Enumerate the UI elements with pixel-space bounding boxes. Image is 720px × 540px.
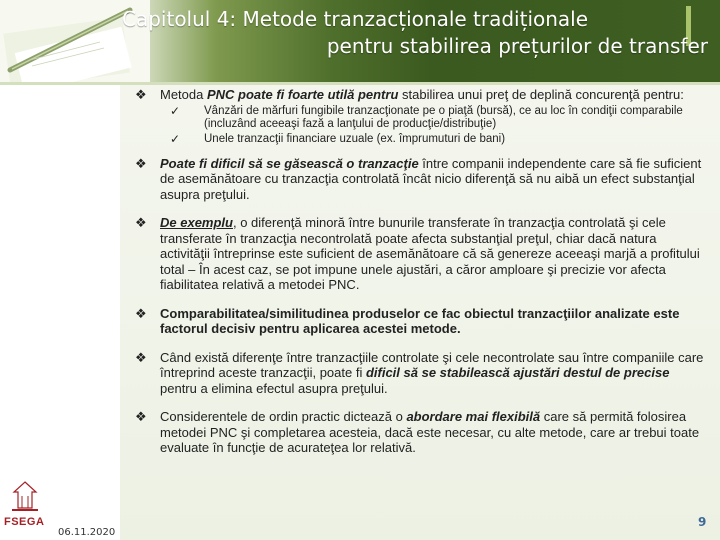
bullet-icon: ❖	[135, 215, 147, 230]
text-segment: între companii independente care să fie suficient de asemănătoare cu tranzacţia controlată încât nicio diferenţă să nu aibă un efect substanţial asupra preţului.	[160, 155, 702, 202]
text-segment: care să permită folosirea metodei PNC şi completarea acesteia, dacă este necesar, cu alte metode, care ar trebui toate evaluate în funcţie de acurateţea lor relativă.	[160, 409, 700, 455]
text-segment: Considerentele de ordin practic dictează o	[160, 409, 407, 424]
bullet-item	[132, 306, 704, 337]
bullet-item	[132, 350, 704, 397]
text-segment: , o diferenţă minoră între bunurile transferate în tranzacţia controlată şi cele transferate în tranzacţia necontrolată poate afecta substanţial preţul, chiar dacă natura activităţii întreprinse este suficient de asemănătoare că să genereze aceeaşi marjă a profitului total – În acest caz, se pot impune unele ajustări, a căror amploare şi precizie vor afecta fiabilitatea relativă a metodei PNC.	[160, 215, 700, 292]
bullet-text	[160, 306, 679, 337]
bullet-text	[160, 409, 699, 455]
fsega-logo-icon	[2, 478, 48, 538]
text-segment: stabilirea unui preţ de deplină concurenţă pentru:	[398, 87, 684, 102]
bullet-icon: ❖	[135, 155, 147, 171]
bullet-text	[160, 87, 684, 102]
text-segment: Metoda	[160, 87, 207, 102]
bullet-item	[132, 409, 704, 456]
bullet-text	[160, 215, 700, 292]
bullet-text	[160, 350, 703, 396]
text-segment: De exemplu	[160, 215, 233, 230]
text-segment: abordare mai flexibilă	[406, 409, 541, 424]
bullet-item	[132, 215, 704, 293]
slide-title	[96, 6, 710, 60]
text-segment: Când există diferenţe între tranzacţiile controlate şi cele necontrolate sau între companiile care întreprind aceste tranzacţii, poate fi	[160, 349, 704, 380]
checkmark-icon: ✓	[170, 131, 181, 146]
bullet-icon: ❖	[135, 87, 147, 102]
sub-item	[132, 133, 704, 146]
title-line-2: pentru stabilirea prețurilor de transfer	[326, 34, 708, 58]
text-segment: Poate fi dificil să se găsească o tranzacţie	[160, 155, 419, 171]
text-segment: Comparabilitatea/similitudinea produselor ce fac obiectul tranzacţiilor analizate este factorul decisiv pentru aplicarea acestei metode.	[160, 305, 680, 336]
bullet-item	[132, 156, 704, 203]
bullet-icon: ❖	[135, 349, 147, 365]
text-segment: PNC poate fi foarte utilă pentru	[206, 87, 399, 102]
bullet-list	[132, 87, 704, 456]
left-margin	[0, 85, 120, 540]
bullet-text	[160, 156, 701, 202]
header-bar	[0, 0, 720, 82]
bullet-icon: ❖	[135, 305, 147, 321]
text-segment: dificil să se stabilească ajustări destul de precise	[365, 365, 670, 380]
sub-item-text: Unele tranzacţii financiare uzuale (ex. împrumuturi de bani)	[204, 132, 506, 145]
footer-date: 06.11.2020	[58, 527, 116, 538]
bullet-icon: ❖	[135, 409, 147, 424]
checkmark-icon: ✓	[170, 103, 181, 118]
bullet-item	[132, 87, 704, 103]
text-segment: pentru a elimina efectul asupra preţului.	[160, 380, 388, 396]
sub-item	[132, 105, 704, 131]
sub-item-text: Vânzări de mărfuri fungibile tranzacţionate pe o piaţă (bursă), ce au loc în condiţii comparabile (incluzând aceeaşi fază a lanţului de producţie/distribuţie)	[204, 104, 683, 130]
page-number: 9	[698, 515, 707, 529]
title-line-1: Capitolul 4: Metode tranzacționale tradiționale	[122, 7, 589, 31]
fsega-logo-text: FSEGA	[4, 516, 45, 528]
